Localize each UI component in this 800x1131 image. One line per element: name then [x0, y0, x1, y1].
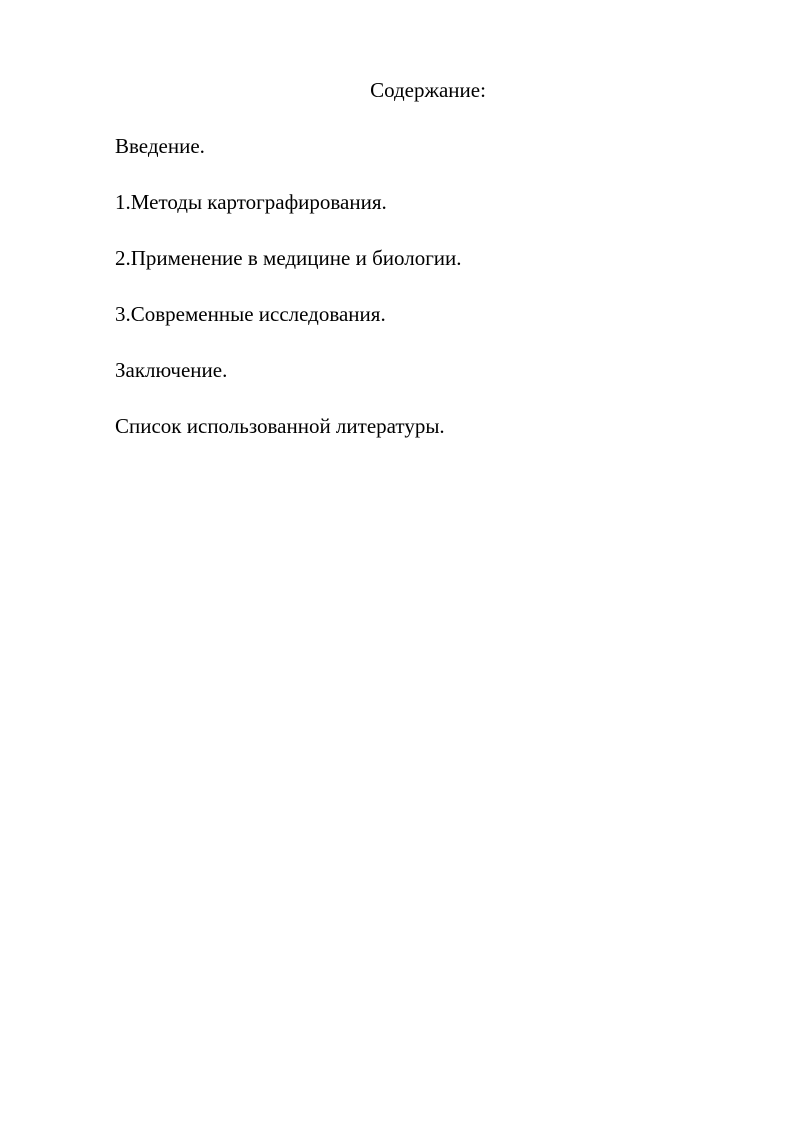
toc-item-mapping-methods: 1.Методы картографирования.	[115, 190, 387, 214]
toc-item-introduction: Введение.	[115, 134, 205, 158]
toc-item-medicine-biology: 2.Применение в медицине и биологии.	[115, 246, 462, 270]
toc-item-references: Список использованной литературы.	[115, 414, 445, 438]
page-title: Содержание:	[370, 78, 486, 102]
toc-item-conclusion: Заключение.	[115, 358, 228, 382]
toc-item-modern-research: 3.Современные исследования.	[115, 302, 386, 326]
table-of-contents	[115, 132, 462, 468]
